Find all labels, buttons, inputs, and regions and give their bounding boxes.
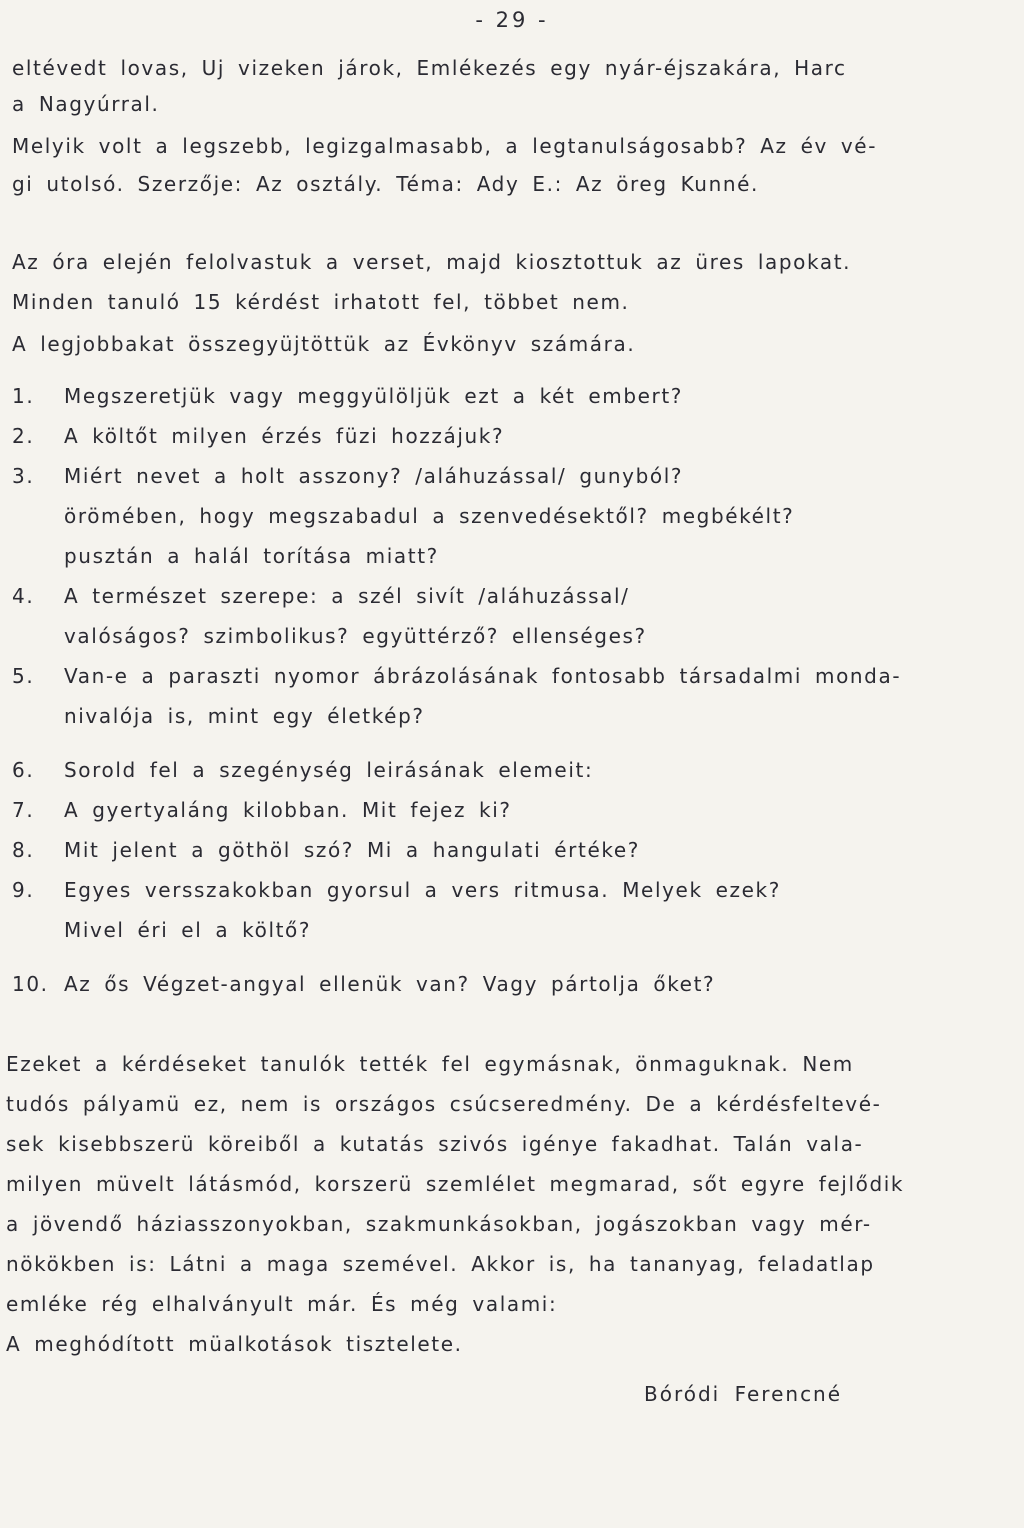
question-item xyxy=(12,760,593,780)
question-item xyxy=(12,426,504,446)
question-item xyxy=(12,880,781,900)
conclusion-line: emléke rég elhalványult már. És még valami: xyxy=(6,1292,558,1316)
question-number: 10. xyxy=(12,972,49,996)
question-continuation: örömében, hogy megszabadul a szenvedésektől? megbékélt? xyxy=(64,504,795,528)
question-number: 6. xyxy=(12,758,35,782)
question-item xyxy=(12,666,901,686)
question-continuation: nivalója is, mint egy életkép? xyxy=(64,704,425,728)
question-item xyxy=(12,586,630,606)
conclusion-line: tudós pályamü ez, nem is országos csúcseredmény. De a kérdésfeltevé- xyxy=(6,1092,882,1116)
question-continuation: Mivel éri el a költő? xyxy=(64,918,312,942)
question-item xyxy=(12,386,683,406)
question-item xyxy=(12,466,683,486)
conclusion-line: nökökben is: Látni a maga szemével. Akkor is, ha tananyag, feladatlap xyxy=(6,1252,875,1276)
intro-line: gi utolsó. Szerzője: Az osztály. Téma: Ady E.: Az öreg Kunné. xyxy=(12,172,759,196)
intro-line: Melyik volt a legszebb, legizgalmasabb, a legtanulságosabb? Az év vé- xyxy=(12,134,878,158)
intro-line: a Nagyúrral. xyxy=(12,92,160,116)
question-number: 9. xyxy=(12,878,35,902)
question-text: Miért nevet a holt asszony? /aláhuzással/ gunyból? xyxy=(64,464,684,488)
question-continuation: valóságos? szimbolikus? együttérző? ellenséges? xyxy=(64,624,647,648)
page-number: - 29 - xyxy=(475,8,549,32)
question-text: Mit jelent a göthöl szó? Mi a hangulati értéke? xyxy=(64,838,640,862)
question-text: Van-e a paraszti nyomor ábrázolásának fontosabb társadalmi monda- xyxy=(64,664,902,688)
question-number: 8. xyxy=(12,838,35,862)
author-signature: Bóródi Ferencné xyxy=(644,1382,843,1406)
question-text: A gyertyaláng kilobban. Mit fejez ki? xyxy=(64,798,512,822)
question-number: 1. xyxy=(12,384,35,408)
method-line: A legjobbakat összegyüjtöttük az Évkönyv számára. xyxy=(12,332,636,356)
question-number: 2. xyxy=(12,424,35,448)
question-text: Az ős Végzet-angyal ellenük van? Vagy pártolja őket? xyxy=(64,972,716,996)
question-item xyxy=(12,974,715,994)
conclusion-line: sek kisebbszerü köreiből a kutatás szivós igénye fakadhat. Talán vala- xyxy=(6,1132,864,1156)
question-number: 7. xyxy=(12,798,35,822)
question-number: 5. xyxy=(12,664,35,688)
conclusion-line: milyen müvelt látásmód, korszerü szemlélet megmarad, sőt egyre fejlődik xyxy=(6,1172,905,1196)
question-text: Sorold fel a szegénység leirásának elemeit: xyxy=(64,758,594,782)
question-number: 3. xyxy=(12,464,35,488)
intro-line: eltévedt lovas, Uj vizeken járok, Emlékezés egy nyár-éjszakára, Harc xyxy=(12,56,847,80)
question-continuation: pusztán a halál torítása miatt? xyxy=(64,544,439,568)
conclusion-line: A meghódított müalkotások tisztelete. xyxy=(6,1332,463,1356)
conclusion-line: a jövendő háziasszonyokban, szakmunkásokban, jogászokban vagy mér- xyxy=(6,1212,872,1236)
method-line: Az óra elején felolvastuk a verset, majd kiosztottuk az üres lapokat. xyxy=(12,250,852,274)
question-text: A költőt milyen érzés füzi hozzájuk? xyxy=(64,424,505,448)
question-text: A természet szerepe: a szél sivít /aláhuzással/ xyxy=(64,584,630,608)
conclusion-line: Ezeket a kérdéseket tanulók tették fel egymásnak, önmaguknak. Nem xyxy=(6,1052,854,1076)
question-text: Megszeretjük vagy meggyülöljük ezt a két embert? xyxy=(64,384,684,408)
question-text: Egyes versszakokban gyorsul a vers ritmusa. Melyek ezek? xyxy=(64,878,781,902)
method-line: Minden tanuló 15 kérdést irhatott fel, többet nem. xyxy=(12,290,630,314)
question-number: 4. xyxy=(12,584,35,608)
question-item xyxy=(12,800,512,820)
question-item xyxy=(12,840,640,860)
